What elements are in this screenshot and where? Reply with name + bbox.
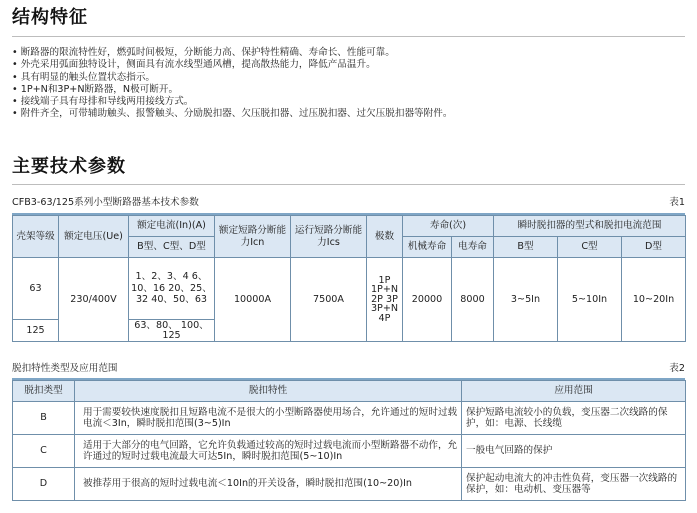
table2-caption: 脱扣特性类型及应用范围 [12, 363, 118, 374]
header-trip-type: 脱扣类型 [13, 381, 75, 402]
spec-table [12, 215, 686, 342]
table1-number: 表1 [669, 197, 685, 208]
cell-app: 一般电气回路的保护 [462, 435, 686, 468]
header-current: 额定电流(In)(A) [129, 216, 215, 237]
feature-item: • 接线端子具有母排和导线两用接线方式。 [12, 96, 452, 108]
header-ics: 运行短路分断能力Ics [291, 216, 367, 258]
header-current-sub: B型、C型、D型 [129, 237, 215, 258]
header-application: 应用范围 [462, 381, 686, 402]
cell-type: B [13, 402, 75, 435]
cell-current-63: 1、2、3、4 6、10、16 20、25、32 40、50、63 [129, 258, 215, 320]
cell-type: D [13, 468, 75, 501]
feature-item: • 附件齐全，可带辅助触头、报警触头、分励脱扣器、欠压脱扣器、过压脱扣器、过欠压脱扣器等附件。 [12, 108, 452, 120]
cell-elec-life: 8000 [452, 258, 494, 342]
header-d-type: D型 [622, 237, 686, 258]
cell-mech-life: 20000 [403, 258, 452, 342]
feature-item: • 1P+N和3P+N断路器，N极可断开。 [12, 84, 452, 96]
cell-char: 用于需要较快速度脱扣且短路电流不是很大的小型断路器使用场合，允许通过的短时过载电流＜3In，瞬时脱扣范围(3~5)In [75, 402, 462, 435]
header-icn: 额定短路分断能力Icn [215, 216, 291, 258]
cell-c-range: 5~10In [558, 258, 622, 342]
cell-char: 被推荐用于很高的短时过载电流＜10In的开关设备，瞬时脱扣范围(10~20)In [75, 468, 462, 501]
header-voltage: 额定电压(Ue) [59, 216, 129, 258]
cell-frame-63: 63 [13, 258, 59, 320]
header-c-type: C型 [558, 237, 622, 258]
header-elec-life: 电寿命 [452, 237, 494, 258]
table2-number: 表2 [669, 363, 685, 374]
header-trip: 瞬时脱扣器的型式和脱扣电流范围 [494, 216, 686, 237]
cell-ics: 7500A [291, 258, 367, 342]
section-divider [12, 36, 685, 37]
header-b-type: B型 [494, 237, 558, 258]
cell-char: 适用于大部分的电气回路，它允许负载通过较高的短时过载电流而小型断路器不动作，允许通过的短时过载电流最大可达5In，瞬时脱扣范围(5~10)In [75, 435, 462, 468]
cell-d-range: 10~20In [622, 258, 686, 342]
cell-frame-125: 125 [13, 320, 59, 342]
table-row [13, 402, 686, 435]
feature-item: • 外壳采用弧面独特设计，侧面具有流水线型通风槽，提高散热能力，降低产品温升。 [12, 59, 452, 71]
cell-voltage: 230/400V [59, 258, 129, 342]
section-title-structure: 结构特征 [12, 7, 88, 28]
header-trip-char: 脱扣特性 [75, 381, 462, 402]
cell-icn: 10000A [215, 258, 291, 342]
trip-type-table [12, 380, 686, 501]
cell-type: C [13, 435, 75, 468]
cell-current-125: 63、80、 100、125 [129, 320, 215, 342]
table1-caption: CFB3-63/125系列小型断路器基本技术参数 [12, 197, 199, 208]
feature-item: • 具有明显的触头位置状态指示。 [12, 72, 452, 84]
header-poles: 极数 [367, 216, 403, 258]
cell-b-range: 3~5In [494, 258, 558, 342]
section-title-specs: 主要技术参数 [12, 156, 126, 177]
section-divider [12, 184, 685, 185]
table-row [13, 468, 686, 501]
header-life: 寿命(次) [403, 216, 494, 237]
cell-app: 保护短路电流较小的负载，变压器二次线路的保护，如：电源、长线缆 [462, 402, 686, 435]
feature-list [12, 47, 452, 121]
cell-app: 保护起动电流大的冲击性负荷，变压器一次线路的保护，如：电动机、变压器等 [462, 468, 686, 501]
table-row [13, 435, 686, 468]
cell-poles: 1P 1P+N 2P 3P 3P+N 4P [367, 258, 403, 342]
header-frame: 壳架等级 [13, 216, 59, 258]
feature-item: • 断路器的限流特性好，燃弧时间极短，分断能力高、保护特性精确、寿命长、性能可靠。 [12, 47, 452, 59]
header-mech-life: 机械寿命 [403, 237, 452, 258]
